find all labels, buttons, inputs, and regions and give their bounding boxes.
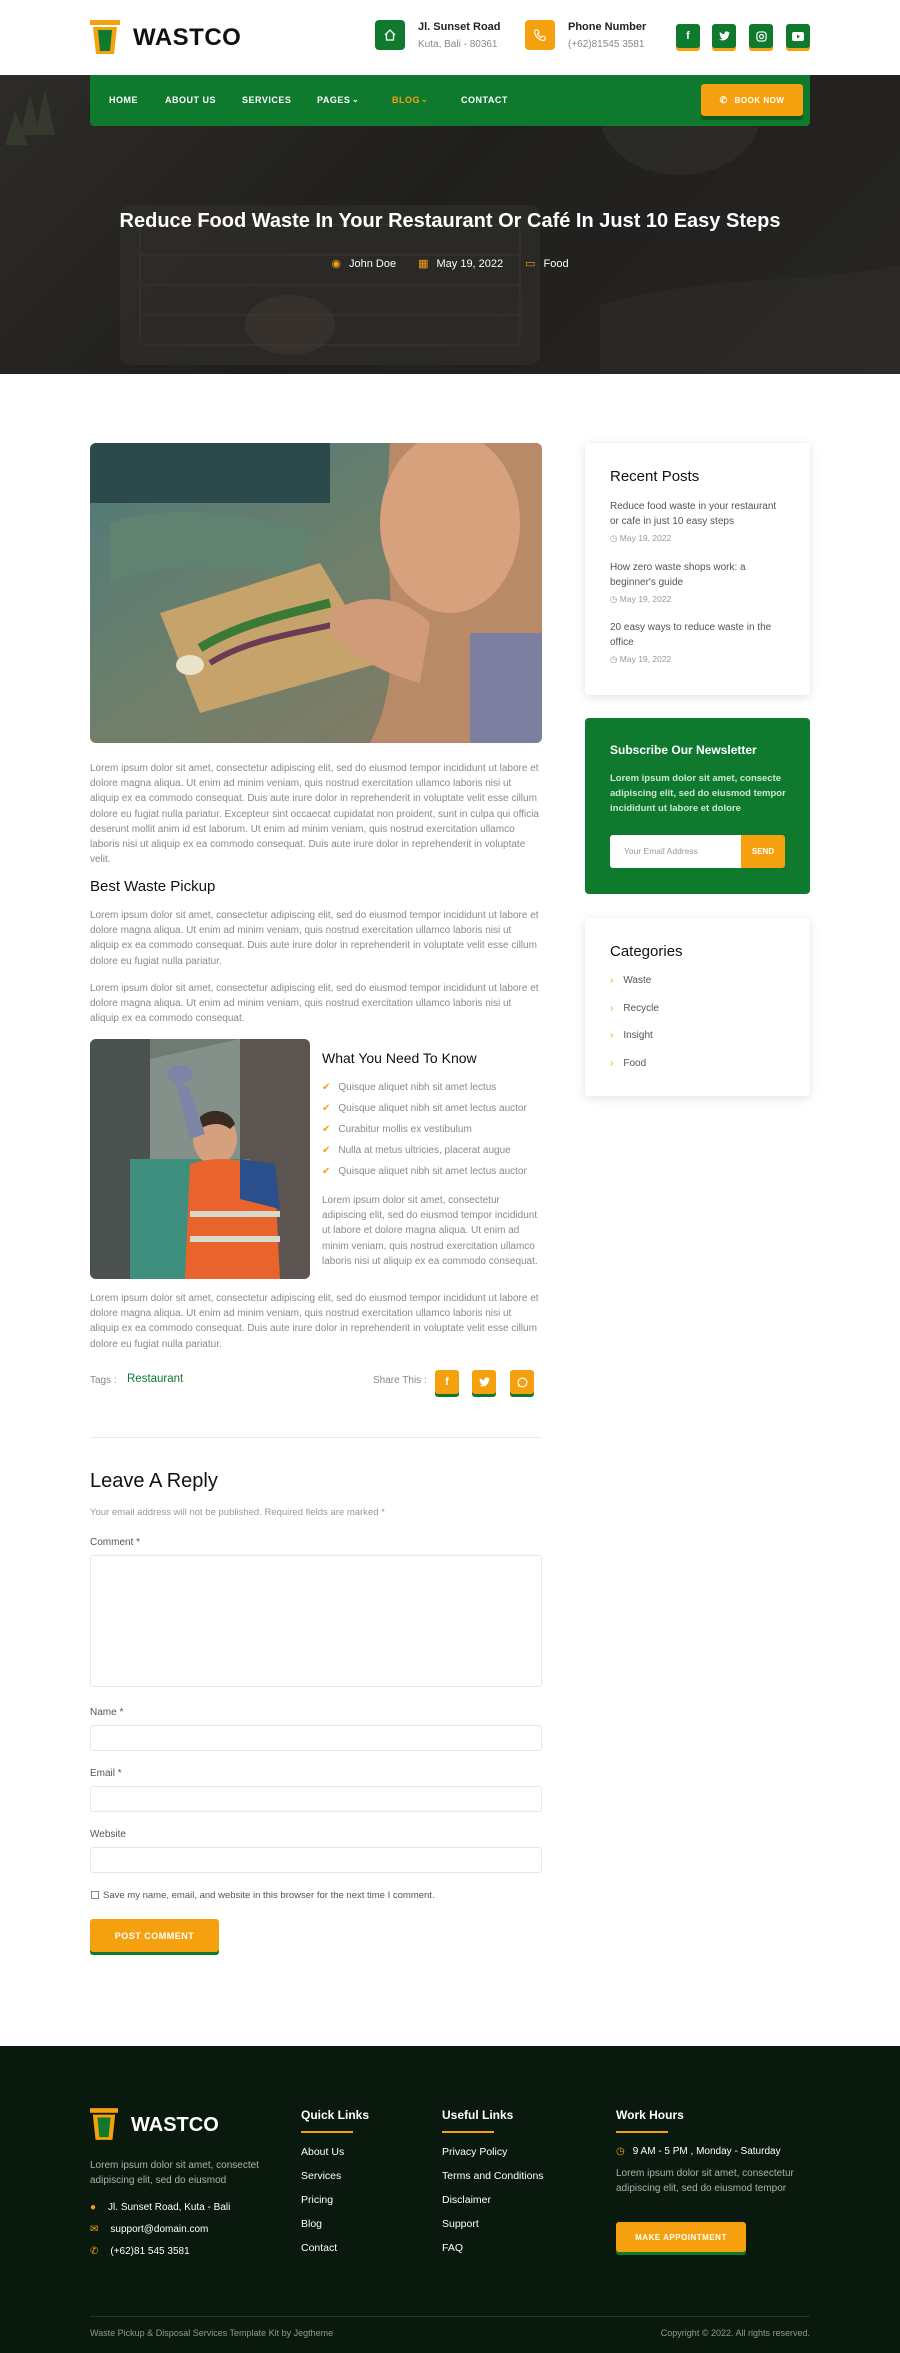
heading-underline xyxy=(301,2131,353,2133)
footer-divider xyxy=(90,2316,810,2317)
footer-copyright: Copyright © 2022. All rights reserved. xyxy=(660,2328,810,2338)
phone-title: Phone Number xyxy=(568,21,647,33)
category-item[interactable] xyxy=(610,1030,659,1058)
calendar-icon: ▦ xyxy=(418,258,429,270)
footer-link[interactable]: Contact xyxy=(301,2242,338,2254)
footer-heading: Work Hours xyxy=(616,2108,684,2122)
mail-icon: ✉ xyxy=(90,2224,99,2235)
article-paragraph: Lorem ipsum dolor sit amet, consectetur adipiscing elit, sed do eiusmod tempor incididunt ut labore et dolore magna aliqua. Ut enim ad minim veniam, quis nostrud exercitation ullamco laboris nisi ut aliquip ex ea commodo consequat. xyxy=(90,983,539,1025)
worker-image xyxy=(90,1039,310,1279)
widget-title: Subscribe Our Newsletter xyxy=(610,743,757,757)
list-item-text: Quisque aliquet nibh sit amet lectus auctor xyxy=(338,1166,527,1177)
post-author[interactable]: John Doe xyxy=(348,257,397,270)
save-info-checkbox[interactable] xyxy=(91,1891,99,1899)
footer-link[interactable]: Blog xyxy=(301,2218,323,2230)
recent-post-date: May 19, 2022 xyxy=(619,654,672,664)
footer-phone-text: (+62)81 545 3581 xyxy=(110,2246,190,2257)
footer-logo-icon[interactable] xyxy=(90,2106,118,2142)
page-title: Reduce Food Waste In Your Restaurant Or Café In Just 10 Easy Steps xyxy=(119,210,781,232)
footer-link[interactable]: Support xyxy=(442,2218,479,2230)
categories-widget xyxy=(585,918,810,1096)
tag-restaurant[interactable]: Restaurant xyxy=(127,1373,184,1385)
footer-email-text: support@domain.com xyxy=(110,2224,209,2235)
chevron-down-icon: ⌄ xyxy=(352,95,360,104)
phone-info xyxy=(568,21,646,50)
hours-row xyxy=(616,2146,816,2157)
tags-label: Tags : xyxy=(90,1375,117,1386)
chevron-right-icon: › xyxy=(610,975,614,986)
chevron-right-icon: › xyxy=(610,1030,614,1041)
heading-underline xyxy=(442,2131,494,2133)
clock-icon: ◷ xyxy=(616,2146,625,2157)
footer-link[interactable]: Privacy Policy xyxy=(442,2146,508,2158)
comment-label: Comment * xyxy=(90,1537,141,1548)
check-icon: ✔ xyxy=(322,1145,331,1156)
footer-link[interactable]: Pricing xyxy=(301,2194,334,2206)
footer-link[interactable]: About Us xyxy=(301,2146,345,2158)
phone-icon xyxy=(525,20,555,50)
chevron-right-icon: › xyxy=(610,1002,614,1014)
reply-note: Your email address will not be published. Required fields are marked * xyxy=(90,1507,385,1518)
nav-contact[interactable]: CONTACT xyxy=(461,95,508,105)
widget-title: Recent Posts xyxy=(610,468,700,485)
divider xyxy=(90,1437,542,1438)
list-item-text: Nulla at metus ultricies, placerat augue xyxy=(338,1145,511,1156)
post-comment-button[interactable] xyxy=(90,1919,219,1952)
hours-text: 9 AM - 5 PM , Monday - Saturday xyxy=(632,2146,781,2157)
footer-phone[interactable] xyxy=(90,2246,190,2257)
recent-post-title[interactable]: How zero waste shops work: a beginner's guide xyxy=(610,562,746,588)
website-label: Website xyxy=(90,1829,126,1840)
instagram-icon[interactable] xyxy=(749,24,773,48)
nav-services[interactable]: SERVICES xyxy=(242,95,292,105)
send-button[interactable]: SEND xyxy=(741,835,785,868)
post-meta xyxy=(0,257,900,270)
twitter-icon[interactable] xyxy=(712,24,736,48)
logo-text[interactable]: WASTCO xyxy=(133,24,242,51)
footer-link[interactable]: Disclaimer xyxy=(442,2194,492,2206)
list-item xyxy=(322,1140,527,1161)
recent-post[interactable] xyxy=(610,560,785,605)
youtube-icon[interactable] xyxy=(786,24,810,48)
phone-icon: ✆ xyxy=(719,94,728,105)
recent-post[interactable] xyxy=(610,620,785,665)
list-item xyxy=(322,1077,527,1098)
footer-about: Lorem ipsum dolor sit amet, consectet adipiscing elit, sed do eiusmod xyxy=(90,2160,259,2186)
work-hours xyxy=(616,2108,816,2196)
category-item[interactable] xyxy=(610,1003,659,1031)
category-label: Recycle xyxy=(623,1002,659,1014)
list-item-text: Quisque aliquet nibh sit amet lectus auctor xyxy=(338,1103,527,1114)
footer-credit: Waste Pickup & Disposal Services Template Kit by Jegtheme xyxy=(90,2328,334,2338)
facebook-icon[interactable]: f xyxy=(676,24,700,48)
recent-post[interactable] xyxy=(610,499,785,544)
check-icon: ✔ xyxy=(322,1166,331,1177)
footer-address-text: Jl. Sunset Road, Kuta - Bali xyxy=(108,2202,231,2213)
share-label: Share This : xyxy=(373,1375,427,1386)
section-heading: What You Need To Know xyxy=(322,1050,477,1066)
nav-blog[interactable]: BLOG xyxy=(392,95,420,105)
category-label: Food xyxy=(623,1057,647,1069)
newsletter-text: Lorem ipsum dolor sit amet, consecte adipiscing elit, sed do eiusmod tempor incididunt ut labore et dolore xyxy=(610,773,786,814)
phone-number: (+62)81545 3581 xyxy=(568,39,645,50)
recent-post-title[interactable]: 20 easy ways to reduce waste in the office xyxy=(610,622,772,648)
clock-icon: ◷ xyxy=(610,594,620,604)
recent-post-title[interactable]: Reduce food waste in your restaurant or cafe in just 10 easy steps xyxy=(610,501,777,527)
useful-links xyxy=(442,2108,544,2254)
recent-post-date: May 19, 2022 xyxy=(619,533,672,543)
article-paragraph: Lorem ipsum dolor sit amet, consectetur adipiscing elit, sed do eiusmod tempor incididunt ut labore et dolore magna aliqua. Ut enim ad minim veniam, quis nostrud exercitation ullamco laboris nisi ut aliquip ex ea commodo consequat. Duis aute irure dolor in reprehenderit in voluptate velit esse cillum dolore eu fugiat nulla pariatur. xyxy=(90,910,539,967)
list-item xyxy=(322,1098,527,1119)
recent-posts-widget xyxy=(585,443,810,695)
book-now-button[interactable] xyxy=(701,84,803,116)
email-label: Email * xyxy=(90,1768,122,1779)
list-item-text: Curabitur mollis ex vestibulum xyxy=(338,1124,472,1135)
name-label: Name * xyxy=(90,1707,124,1718)
check-icon: ✔ xyxy=(322,1124,331,1135)
check-icon: ✔ xyxy=(322,1082,331,1093)
make-appointment-button[interactable] xyxy=(616,2222,746,2252)
address-info xyxy=(418,21,501,50)
list-item xyxy=(322,1161,527,1182)
nav-home[interactable]: HOME xyxy=(109,95,138,105)
footer-link[interactable]: Services xyxy=(301,2170,342,2182)
share-facebook-icon[interactable]: f xyxy=(435,1370,459,1394)
footer-link[interactable]: FAQ xyxy=(442,2242,464,2254)
list-item-text: Quisque aliquet nibh sit amet lectus xyxy=(338,1082,497,1093)
footer-logo-text[interactable]: WASTCO xyxy=(131,2114,219,2136)
nav-pages[interactable]: PAGES xyxy=(317,95,351,105)
newsletter-email-input[interactable]: Your Email Address xyxy=(610,835,741,868)
article-paragraph: Lorem ipsum dolor sit amet, consectetur adipiscing elit, sed do eiusmod tempor incididunt ut labore et dolore magna aliqua. Ut enim ad minim veniam, quis nostrud exercitation ullamco laboris nisi ut aliquip ex ea commodo consequat. xyxy=(322,1195,538,1267)
footer-heading: Useful Links xyxy=(442,2108,514,2122)
featured-image xyxy=(90,443,542,743)
share-whatsapp-icon[interactable] xyxy=(510,1370,534,1394)
phone-icon: ✆ xyxy=(90,2246,99,2257)
location-icon: ● xyxy=(90,2202,97,2213)
category-item[interactable] xyxy=(610,1058,659,1086)
save-info-label: Save my name, email, and website in this browser for the next time I comment. xyxy=(103,1890,435,1901)
hours-description: Lorem ipsum dolor sit amet, consectetur adipiscing elit, sed do eiusmod tempor xyxy=(616,2168,794,2194)
address-title: Jl. Sunset Road xyxy=(418,21,501,33)
reply-title: Leave A Reply xyxy=(90,1470,218,1492)
category-label: Waste xyxy=(623,975,652,986)
footer-heading: Quick Links xyxy=(301,2108,370,2122)
website-field[interactable] xyxy=(90,1847,542,1873)
clock-icon: ◷ xyxy=(610,654,620,664)
make-appointment-label: MAKE APPOINTMENT xyxy=(635,2232,727,2242)
folder-icon: ▭ xyxy=(525,258,536,270)
book-now-label: BOOK NOW xyxy=(734,95,785,105)
checklist xyxy=(322,1077,527,1182)
category-item[interactable] xyxy=(610,975,659,1003)
email-field[interactable] xyxy=(90,1786,542,1812)
chevron-right-icon: › xyxy=(610,1057,614,1069)
address-sub: Kuta, Bali - 80361 xyxy=(418,39,498,50)
user-icon: ◉ xyxy=(331,258,341,270)
article-paragraph: Lorem ipsum dolor sit amet, consectetur adipiscing elit, sed do eiusmod tempor incididunt ut labore et dolore magna aliqua. Ut enim ad minim veniam, quis nostrud exercitation ullamco laboris nisi ut aliquip ex ea commodo consequat. Duis aute irure dolor in reprehenderit in voluptate velit esse cillum dolore eu fugiat nulla pariatur. Excepteur sint occaecat cupidatat non proident, sunt in culpa qui officia deserunt mollit anim id est laborum. Ut enim ad minim veniam, quis nostrud exercitation ullamco laboris nisi ut aliquip ex ea commodo consequat. Duis aute irure dolor in reprehenderit in voluptate velit. xyxy=(90,763,539,866)
newsletter-widget xyxy=(585,718,810,894)
home-icon xyxy=(375,20,405,50)
comment-textarea[interactable] xyxy=(90,1555,542,1687)
name-field[interactable] xyxy=(90,1725,542,1751)
post-category[interactable]: Food xyxy=(543,257,569,270)
chevron-down-icon: ⌄ xyxy=(421,95,429,104)
widget-title: Categories xyxy=(610,943,683,960)
logo-icon[interactable] xyxy=(90,18,120,56)
list-item xyxy=(322,1119,527,1140)
post-date[interactable]: May 19, 2022 xyxy=(436,257,504,270)
check-icon: ✔ xyxy=(322,1103,331,1114)
post-comment-label: POST COMMENT xyxy=(114,1930,195,1941)
footer-address xyxy=(90,2202,230,2213)
footer-link[interactable]: Terms and Conditions xyxy=(442,2170,544,2182)
heading-underline xyxy=(616,2131,668,2133)
clock-icon: ◷ xyxy=(610,533,620,543)
nav-about[interactable]: ABOUT US xyxy=(165,95,216,105)
recent-post-date: May 19, 2022 xyxy=(619,594,672,604)
quick-links xyxy=(301,2108,369,2254)
category-label: Insight xyxy=(623,1030,653,1041)
footer-email[interactable] xyxy=(90,2224,208,2235)
category-list xyxy=(610,975,659,1085)
article-paragraph: Lorem ipsum dolor sit amet, consectetur adipiscing elit, sed do eiusmod tempor incididunt ut labore et dolore magna aliqua. Ut enim ad minim veniam, quis nostrud exercitation ullamco laboris nisi ut aliquip ex ea commodo consequat. Duis aute irure dolor in reprehenderit in voluptate velit esse cillum dolore eu fugiat nulla pariatur. xyxy=(90,1293,539,1350)
section-heading: Best Waste Pickup xyxy=(90,878,216,895)
share-twitter-icon[interactable] xyxy=(472,1370,496,1394)
